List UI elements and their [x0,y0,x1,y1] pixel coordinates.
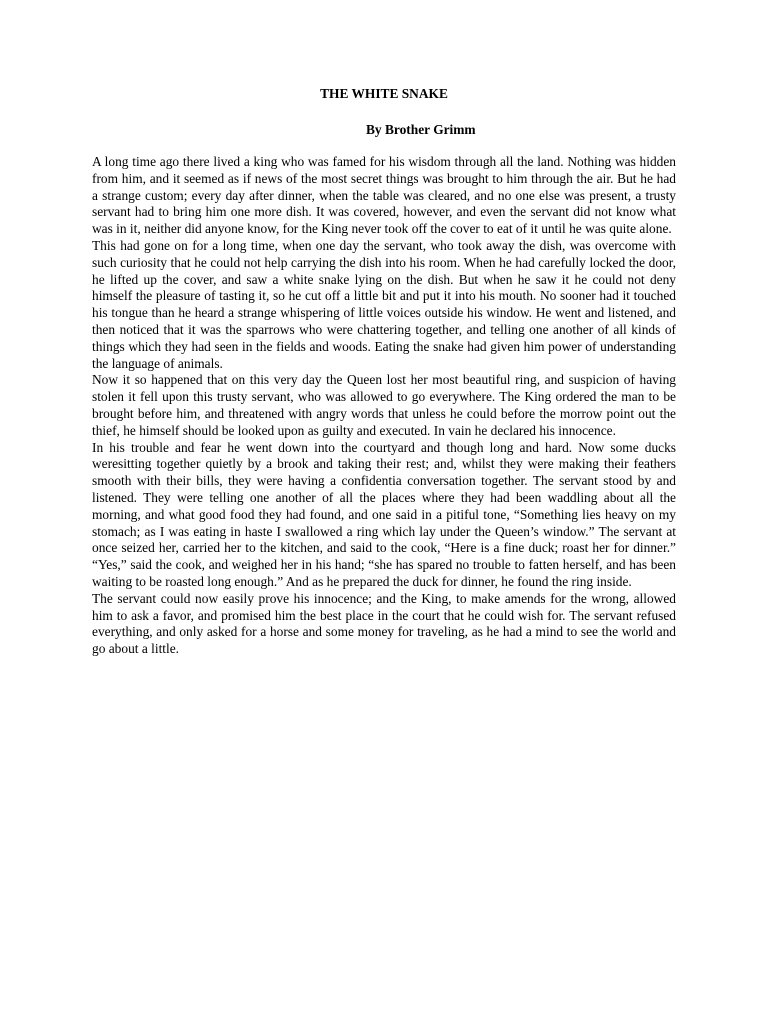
paragraph-2: This had gone on for a long time, when one day the servant, who took away the dish, was overcome with such curiosity that he could not help carrying the dish into his room. When he had carefully locked the door, he lifted up the cover, and saw a white snake lying on the dish. But when he saw it he could not deny himself the pleasure of tasting it, so he cut off a little bit and put it into his mouth. No sooner had it touched his tongue than he heard a strange whispering of little voices outside his window. He went and listened, and then noticed that it was the sparrows who were chattering together, and telling one another of all kinds of things which they had seen in the fields and woods. Eating the snake had given him power of understanding the language of animals. [92,237,676,371]
paragraph-1: A long time ago there lived a king who was famed for his wisdom through all the land. Nothing was hidden from him, and it seemed as if news of the most secret things was brought to him through the air. But he had a strange custom; every day after dinner, when the table was cleared, and no one else was present, a trusty servant had to bring him one more dish. It was covered, however, and even the servant did not know what was in it, neither did anyone know, for the King never took off the cover to eat of it until he was quite alone. [92,154,676,237]
document-title: THE WHITE SNAKE [320,86,448,101]
document-author: By Brother Grimm [366,122,476,137]
document-body [92,154,676,658]
paragraph-5: The servant could now easily prove his innocence; and the King, to make amends for the wrong, allowed him to ask a favor, and promised him the best place in the court that he could wish for. The servant refused everything, and only asked for a horse and some money for traveling, as he had a mind to see the world and go about a little. [92,590,676,657]
paragraph-3: Now it so happened that on this very day the Queen lost her most beautiful ring, and suspicion of having stolen it fell upon this trusty servant, who was allowed to go everywhere. The King ordered the man to be brought before him, and threatened with angry words that unless he could before the morrow point out the thief, he himself should be looked upon as guilty and executed. In vain he declared his innocence. [92,372,676,438]
paragraph-4: In his trouble and fear he went down into the courtyard and though long and hard. Now some ducks weresitting together quietly by a brook and taking their rest; and, whilst they were making their feathers smooth with their bills, they were having a confidentia conversation together. The servant stood by and listened. They were telling one another of all the places where they had been waddling about all the morning, and what good food they had found, and one said in a pitiful tone, “Something lies heavy on my stomach; as I was eating in haste I swallowed a ring which lay under the Queen’s window.” The servant at once seized her, carried her to the kitchen, and said to the cook, “Here is a fine duck; roast her for dinner.” “Yes,” said the cook, and weighed her in his hand; “she has spared no trouble to fatten herself, and has been waiting to be roasted long enough.” And as he prepared the duck for dinner, he found the ring inside. [92,439,676,589]
